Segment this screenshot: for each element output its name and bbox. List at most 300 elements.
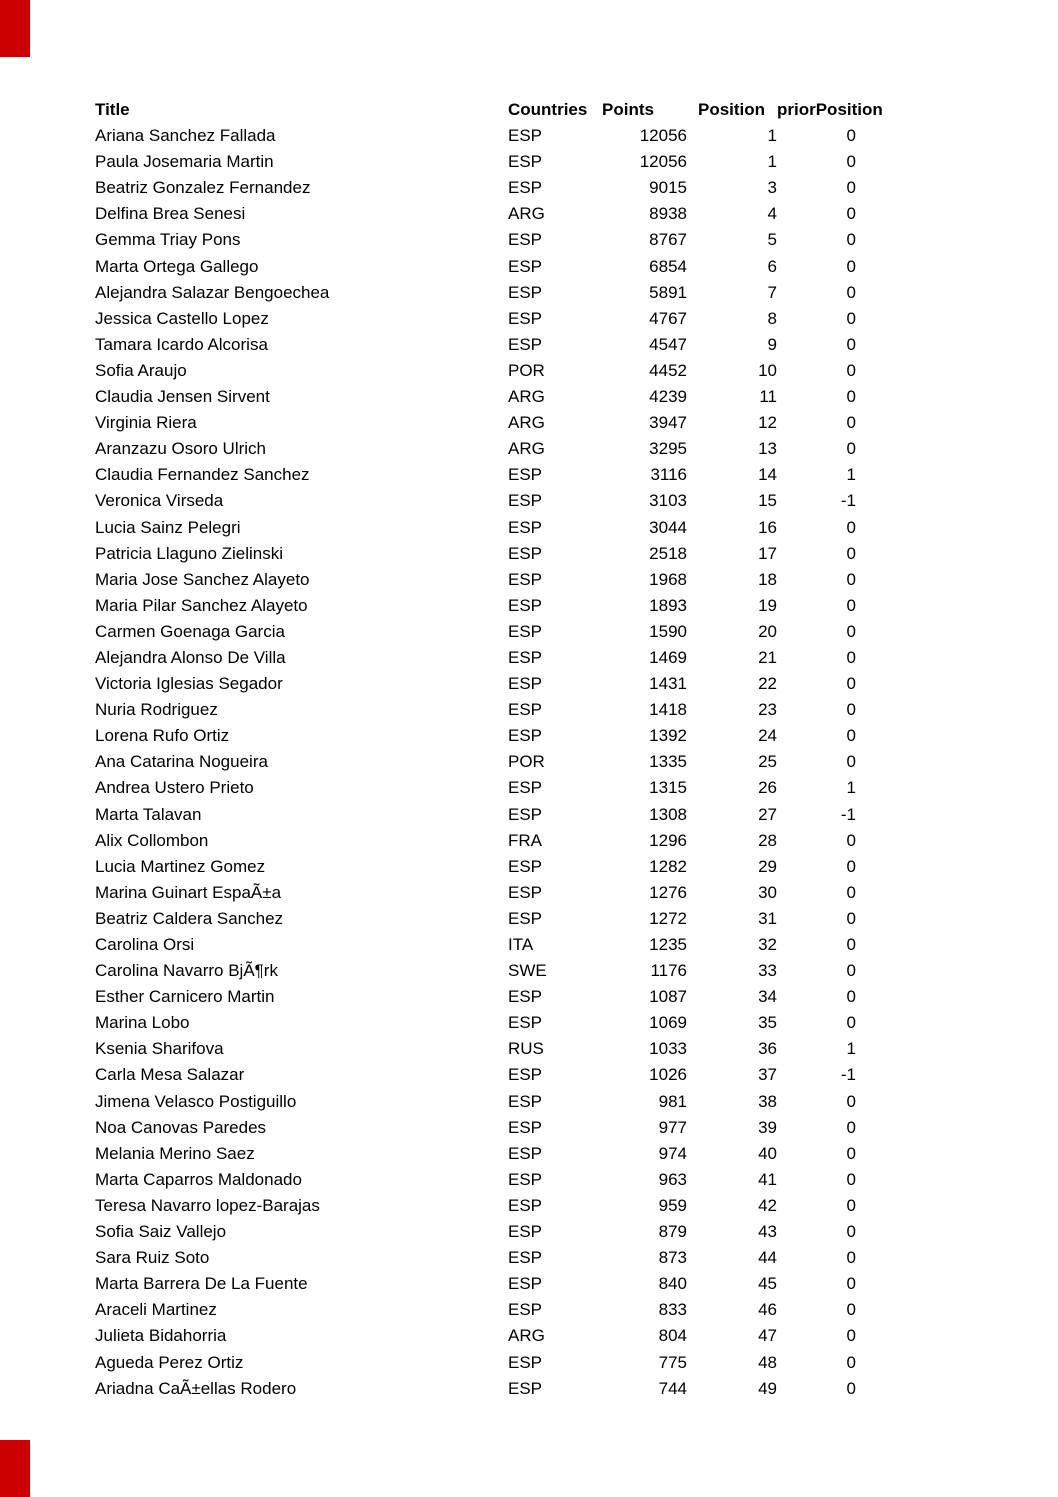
table-row [95,854,895,880]
cell-title: Marta Talavan [95,804,202,824]
cell-points: 5891 [649,282,687,302]
cell-prior: 0 [846,1143,856,1163]
cell-country: ESP [508,1117,543,1137]
cell-prior: 0 [846,1222,856,1242]
cell-points: 3947 [649,413,687,433]
cell-points: 977 [658,1117,687,1137]
cell-title: Teresa Navarro lopez-Barajas [95,1195,320,1215]
cell-prior: 0 [846,1013,856,1033]
cell-points: 12056 [639,126,687,146]
cell-country: ESP [508,1013,543,1033]
cell-points: 981 [658,1091,687,1111]
cell-country: POR [508,360,545,380]
cell-points: 1893 [649,595,687,615]
table-row [95,906,895,932]
cell-prior: 0 [846,1169,856,1189]
table-row [95,462,895,488]
cell-country: ESP [508,1143,543,1163]
cell-country: ESP [508,1091,543,1111]
header-title: Title [95,100,130,119]
cell-country: ESP [508,569,543,589]
cell-prior: 0 [846,439,856,459]
table-row [95,306,895,332]
cell-title: Melania Merino Saez [95,1143,255,1163]
cell-title: Alix Collombon [95,830,209,850]
table-row [95,828,895,854]
cell-prior: -1 [840,491,856,511]
cell-country: ESP [508,1300,543,1320]
cell-country: ARG [508,413,545,433]
table-row [95,254,895,280]
cell-prior: 0 [846,1326,856,1346]
cell-prior: 0 [846,360,856,380]
cell-points: 3295 [649,439,687,459]
cell-prior: 0 [846,387,856,407]
cell-points: 1431 [649,674,687,694]
cell-prior: -1 [840,804,856,824]
table-row [95,984,895,1010]
cell-title: Carolina Navarro BjÃ¶rk [95,961,278,981]
cell-country: POR [508,752,545,772]
cell-title: Aranzazu Osoro Ulrich [95,439,267,459]
cell-country: ESP [508,1248,543,1268]
cell-country: ESP [508,1065,543,1085]
cell-position: 14 [758,465,777,485]
cell-title: Agueda Perez Ortiz [95,1352,244,1372]
table-header-row [95,97,895,123]
cell-title: Ana Catarina Nogueira [95,752,268,772]
cell-title: Beatriz Caldera Sanchez [95,908,284,928]
cell-title: Tamara Icardo Alcorisa [95,334,268,354]
cell-position: 12 [758,413,777,433]
table-row [95,201,895,227]
cell-position: 35 [758,1013,777,1033]
table-row [95,280,895,306]
cell-points: 1026 [649,1065,687,1085]
cell-country: ESP [508,517,543,537]
cell-position: 28 [758,830,777,850]
cell-position: 1 [767,152,777,172]
cell-title: Alejandra Alonso De Villa [95,647,286,667]
table-row [95,1245,895,1271]
cell-points: 1276 [649,882,687,902]
cell-title: Sara Ruiz Soto [95,1248,210,1268]
table-row [95,932,895,958]
cell-title: Jimena Velasco Postiguillo [95,1091,297,1111]
cell-position: 30 [758,882,777,902]
cell-prior: 0 [846,752,856,772]
cell-country: ESP [508,230,543,250]
cell-position: 38 [758,1091,777,1111]
table-row [95,1089,895,1115]
table-row [95,802,895,828]
table-row [95,1219,895,1245]
cell-position: 24 [758,726,777,746]
cell-points: 833 [658,1300,687,1320]
cell-title: Esther Carnicero Martin [95,987,275,1007]
cell-prior: 1 [846,465,856,485]
table-row [95,1193,895,1219]
cell-prior: 0 [846,1091,856,1111]
cell-country: ESP [508,987,543,1007]
cell-position: 47 [758,1326,777,1346]
cell-points: 9015 [649,178,687,198]
cell-position: 19 [758,595,777,615]
table-row [95,723,895,749]
cell-title: Beatriz Gonzalez Fernandez [95,178,311,198]
cell-title: Patricia Llaguno Zielinski [95,543,284,563]
cell-title: Virginia Riera [95,413,197,433]
cell-position: 43 [758,1222,777,1242]
cell-points: 1033 [649,1039,687,1059]
cell-position: 46 [758,1300,777,1320]
header-position: Position [698,100,766,119]
cell-position: 44 [758,1248,777,1268]
table-row [95,358,895,384]
cell-prior: 0 [846,1378,856,1398]
cell-position: 27 [758,804,777,824]
table-row [95,645,895,671]
cell-title: Victoria Iglesias Segador [95,674,283,694]
cell-title: Ariana Sanchez Fallada [95,126,276,146]
cell-prior: 0 [846,126,856,146]
cell-title: Maria Jose Sanchez Alayeto [95,569,310,589]
cell-position: 25 [758,752,777,772]
table-body [95,123,895,1402]
cell-prior: 0 [846,830,856,850]
cell-points: 8767 [649,230,687,250]
cell-position: 23 [758,700,777,720]
cell-country: ESP [508,1378,543,1398]
cell-position: 40 [758,1143,777,1163]
cell-points: 959 [658,1195,687,1215]
cell-country: ESP [508,804,543,824]
cell-position: 15 [758,491,777,511]
cell-points: 840 [658,1274,687,1294]
cell-country: ESP [508,621,543,641]
cell-prior: 1 [846,778,856,798]
cell-prior: 0 [846,856,856,876]
cell-position: 3 [767,178,777,198]
cell-position: 41 [758,1169,777,1189]
cell-points: 3044 [649,517,687,537]
cell-prior: 0 [846,647,856,667]
cell-prior: 0 [846,152,856,172]
cell-prior: 0 [846,517,856,537]
cell-prior: 0 [846,178,856,198]
cell-points: 804 [658,1326,687,1346]
table-row [95,488,895,514]
red-marker-bottom [0,1440,30,1497]
cell-country: ESP [508,595,543,615]
cell-country: ESP [508,1169,543,1189]
cell-points: 4239 [649,387,687,407]
cell-country: RUS [508,1039,544,1059]
cell-prior: 0 [846,935,856,954]
cell-country: ESP [508,856,543,876]
table-row [95,1115,895,1141]
table-row [95,1062,895,1088]
cell-points: 1272 [649,908,687,928]
cell-prior: 0 [846,987,856,1007]
table-row [95,567,895,593]
cell-points: 1392 [649,726,687,746]
cell-points: 744 [658,1378,687,1398]
cell-points: 974 [658,1143,687,1163]
header-prior-position: priorPosition [777,100,883,119]
ranking-table [95,97,895,1402]
cell-prior: 0 [846,1195,856,1215]
cell-points: 1335 [649,752,687,772]
cell-points: 4547 [649,334,687,354]
cell-position: 4 [767,204,777,224]
cell-prior: 0 [846,1117,856,1137]
cell-points: 1469 [649,647,687,667]
table-row [95,123,895,149]
cell-title: Araceli Martinez [95,1300,217,1320]
cell-points: 8938 [649,204,687,224]
cell-prior: 0 [846,674,856,694]
cell-country: ESP [508,1274,543,1294]
cell-points: 1087 [649,987,687,1007]
cell-title: Alejandra Salazar Bengoechea [95,282,330,302]
cell-country: ARG [508,387,545,407]
cell-title: Ariadna CaÃ±ellas Rodero [95,1378,297,1398]
cell-points: 1176 [650,961,687,981]
table-row [95,1323,895,1349]
cell-title: Noa Canovas Paredes [95,1117,267,1137]
table-row [95,958,895,984]
cell-country: ESP [508,256,543,276]
cell-prior: 0 [846,256,856,276]
cell-position: 20 [758,621,777,641]
cell-points: 1235 [649,935,687,954]
table-row [95,697,895,723]
table-row [95,1141,895,1167]
cell-country: FRA [508,830,542,850]
cell-title: Lorena Rufo Ortiz [95,726,230,746]
cell-position: 17 [758,543,777,563]
cell-country: ESP [508,882,543,902]
cell-points: 775 [658,1352,687,1372]
cell-prior: 0 [846,726,856,746]
cell-title: Andrea Ustero Prieto [95,778,254,798]
cell-country: ESP [508,1222,543,1242]
cell-position: 37 [758,1065,777,1085]
cell-points: 6854 [649,256,687,276]
cell-country: ESP [508,543,543,563]
cell-prior: 0 [846,1248,856,1268]
cell-points: 4452 [649,360,687,380]
table-row [95,227,895,253]
table-row [95,175,895,201]
cell-prior: 0 [846,308,856,328]
cell-title: Jessica Castello Lopez [95,308,269,328]
cell-position: 49 [758,1378,777,1398]
cell-points: 1308 [649,804,687,824]
cell-title: Claudia Jensen Sirvent [95,387,270,407]
cell-position: 7 [767,282,777,302]
cell-title: Sofia Araujo [95,360,187,380]
cell-points: 1296 [649,830,687,850]
cell-title: Claudia Fernandez Sanchez [95,465,310,485]
table-row [95,593,895,619]
cell-position: 9 [767,334,777,354]
cell-country: ESP [508,1195,543,1215]
table-row [95,1376,895,1402]
red-marker-top [0,0,30,57]
cell-points: 1590 [649,621,687,641]
cell-prior: 0 [846,961,856,981]
cell-position: 34 [758,987,777,1007]
table-row [95,1350,895,1376]
cell-position: 22 [758,674,777,694]
cell-position: 18 [758,569,777,589]
cell-title: Marina Lobo [95,1013,190,1033]
cell-prior: 0 [846,1274,856,1294]
cell-points: 1282 [649,856,687,876]
cell-title: Delfina Brea Senesi [95,204,246,224]
table-row [95,436,895,462]
table-row [95,619,895,645]
cell-title: Maria Pilar Sanchez Alayeto [95,595,308,615]
cell-points: 1069 [649,1013,687,1033]
cell-position: 6 [767,256,777,276]
table-row [95,332,895,358]
cell-title: Carmen Goenaga Garcia [95,621,285,641]
table-row [95,410,895,436]
table-row [95,749,895,775]
cell-country: ARG [508,204,545,224]
cell-country: ESP [508,778,543,798]
cell-position: 11 [759,387,777,407]
cell-prior: 0 [846,230,856,250]
table-row [95,384,895,410]
cell-points: 1418 [649,700,687,720]
cell-prior: 0 [846,621,856,641]
cell-prior: 0 [846,204,856,224]
cell-country: ARG [508,439,545,459]
cell-position: 10 [758,360,777,380]
cell-prior: 0 [846,700,856,720]
cell-title: Gemma Triay Pons [95,230,241,250]
table-row [95,541,895,567]
cell-points: 4767 [649,308,687,328]
cell-position: 16 [758,517,777,537]
cell-prior: 0 [846,569,856,589]
cell-position: 48 [758,1352,777,1372]
cell-country: SWE [508,961,547,981]
cell-position: 39 [758,1117,777,1137]
table-row [95,515,895,541]
cell-points: 873 [658,1248,687,1268]
cell-prior: 0 [846,1300,856,1320]
cell-title: Lucia Martinez Gomez [95,856,266,876]
cell-country: ESP [508,700,543,720]
table-row [95,149,895,175]
cell-prior: 0 [846,282,856,302]
cell-position: 5 [767,230,777,250]
cell-position: 45 [758,1274,777,1294]
cell-position: 13 [758,439,777,459]
cell-title: Marta Barrera De La Fuente [95,1274,308,1294]
cell-position: 26 [758,778,777,798]
cell-prior: 0 [846,908,856,928]
cell-country: ESP [508,465,543,485]
cell-country: ESP [508,178,543,198]
table-row [95,1167,895,1193]
cell-country: ESP [508,282,543,302]
cell-title: Ksenia Sharifova [95,1039,224,1059]
cell-prior: 0 [846,882,856,902]
cell-prior: -1 [840,1065,856,1085]
table-row [95,671,895,697]
cell-title: Paula Josemaria Martin [95,152,274,172]
cell-title: Veronica Virseda [95,491,224,511]
table-row [95,1010,895,1036]
cell-points: 879 [658,1222,687,1242]
cell-prior: 0 [846,334,856,354]
cell-country: ESP [508,126,543,146]
cell-title: Lucia Sainz Pelegri [95,517,241,537]
cell-prior: 0 [846,543,856,563]
cell-title: Marina Guinart EspaÃ±a [95,882,282,902]
cell-prior: 0 [846,1352,856,1372]
cell-position: 29 [758,856,777,876]
table-row [95,1271,895,1297]
cell-country: ESP [508,1352,543,1372]
cell-position: 33 [758,961,777,981]
cell-title: Nuria Rodriguez [95,700,218,720]
cell-country: ESP [508,334,543,354]
cell-points: 2518 [649,543,687,563]
cell-title: Marta Caparros Maldonado [95,1169,302,1189]
cell-points: 12056 [639,152,687,172]
cell-country: ESP [508,726,543,746]
cell-country: ESP [508,308,543,328]
cell-title: Carla Mesa Salazar [95,1065,245,1085]
cell-points: 1968 [649,569,687,589]
cell-country: ARG [508,1326,545,1346]
cell-country: ESP [508,674,543,694]
cell-prior: 0 [846,595,856,615]
cell-position: 36 [758,1039,777,1059]
cell-prior: 0 [846,413,856,433]
cell-points: 3103 [649,491,687,511]
cell-position: 21 [758,647,777,667]
table-row [95,775,895,801]
cell-position: 42 [758,1195,777,1215]
cell-country: ESP [508,647,543,667]
cell-prior: 1 [846,1039,856,1059]
table-row [95,1036,895,1062]
cell-title: Carolina Orsi [95,935,195,954]
cell-country: ESP [508,908,543,928]
cell-country: ESP [508,491,543,511]
cell-points: 963 [658,1169,687,1189]
cell-position: 31 [758,908,777,928]
cell-title: Julieta Bidahorria [95,1326,227,1346]
cell-position: 1 [767,126,777,146]
cell-country: ESP [508,152,543,172]
cell-points: 1315 [649,778,687,798]
cell-title: Sofia Saiz Vallejo [95,1222,227,1242]
cell-position: 32 [758,935,777,954]
header-points: Points [602,100,654,119]
cell-position: 8 [767,308,777,328]
table-row [95,880,895,906]
cell-country: ITA [508,935,534,954]
